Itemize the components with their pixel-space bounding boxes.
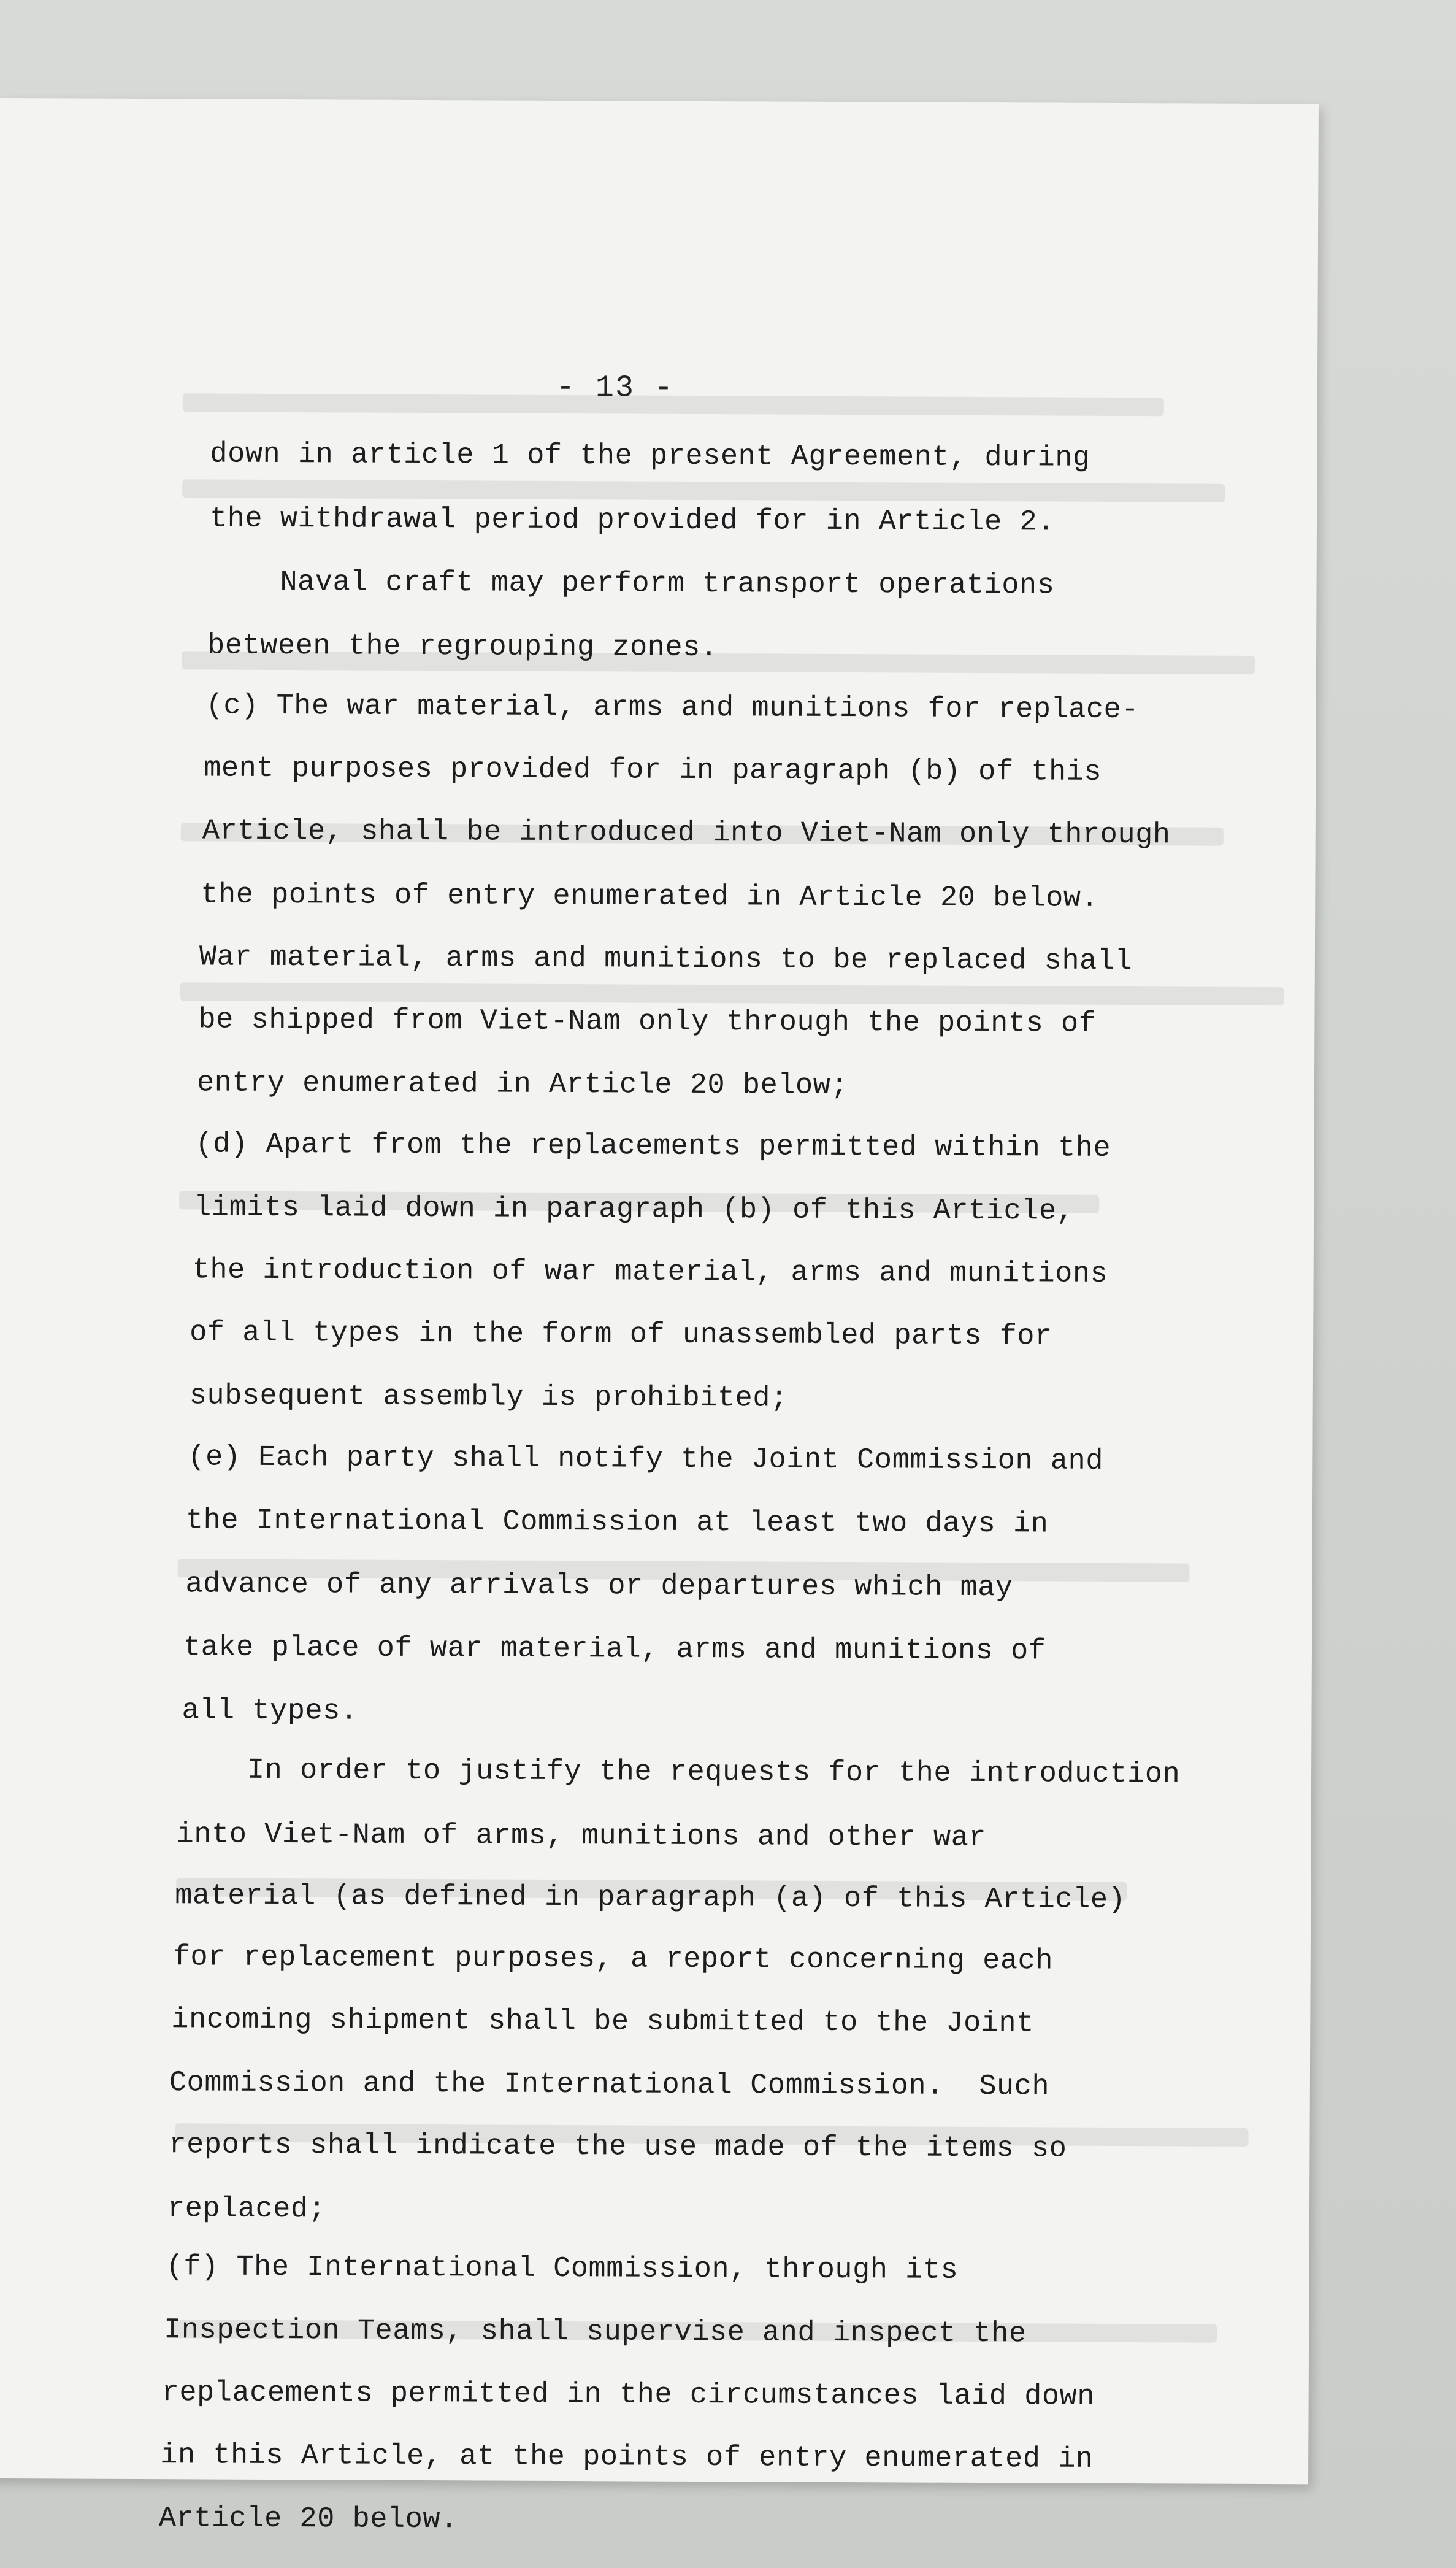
text-line: replacements permitted in the circumstances laid down <box>161 2377 1095 2413</box>
text-line: material (as defined in paragraph (a) of this Article) <box>175 1880 1126 1917</box>
page-number: - 13 - <box>556 370 675 406</box>
text-line: the International Commission at least two days in <box>185 1504 1049 1541</box>
text-line: the introduction of war material, arms and munitions <box>192 1254 1108 1291</box>
text-line: be shipped from Viet-Nam only through the points of <box>198 1004 1097 1040</box>
text-line: Naval craft may perform transport operations <box>209 566 1055 602</box>
text-line: down in article 1 of the present Agreement, during <box>210 438 1090 475</box>
text-line: limits laid down in paragraph (b) of this Article, <box>193 1191 1075 1228</box>
text-line: between the regrouping zones. <box>207 629 718 665</box>
text-line: for replacement purposes, a report concerning each <box>172 1941 1054 1978</box>
text-line: (c) The war material, arms and munitions for replace- <box>205 690 1140 727</box>
text-line: all types. <box>182 1694 358 1728</box>
text-line: Article, shall be introduced into Viet-Nam only through <box>202 815 1171 852</box>
text-line: reports shall indicate the use made of the items so <box>169 2129 1067 2166</box>
text-line: Commission and the International Commission. Such <box>169 2067 1050 2104</box>
text-line: the points of entry enumerated in Article 20 below. <box>201 878 1099 915</box>
text-line: Article 20 below. <box>158 2502 458 2537</box>
text-line: (f) The International Commission, through its <box>166 2251 959 2287</box>
text-line: In order to justify the requests for the introduction <box>176 1754 1181 1791</box>
text-line: War material, arms and munitions to be replaced shall <box>199 941 1133 978</box>
text-line: subsequent assembly is prohibited; <box>189 1380 788 1415</box>
text-line: Inspection Teams, shall supervise and inspect the <box>164 2314 1027 2351</box>
document-page <box>0 98 1319 2537</box>
text-line: in this Article, at the points of entry enumerated in <box>160 2439 1094 2476</box>
text-line: advance of any arrivals or departures which may <box>185 1568 1013 1605</box>
text-line: incoming shipment shall be submitted to the Joint <box>171 2004 1034 2040</box>
text-line: (e) Each party shall notify the Joint Commission and <box>188 1441 1104 1478</box>
text-line: entry enumerated in Article 20 below; <box>196 1067 849 1103</box>
text-line: take place of war material, arms and munitions of <box>183 1631 1046 1668</box>
text-line: of all types in the form of unassembled parts for <box>190 1317 1052 1353</box>
text-line: (d) Apart from the replacements permitted within the <box>195 1128 1111 1165</box>
text-line: ment purposes provided for in paragraph (b) of this <box>204 752 1102 789</box>
text-line: the withdrawal period provided for in Article 2. <box>209 502 1055 539</box>
text-line: into Viet-Nam of arms, munitions and other war <box>176 1818 987 1855</box>
text-line: replaced; <box>167 2193 326 2226</box>
